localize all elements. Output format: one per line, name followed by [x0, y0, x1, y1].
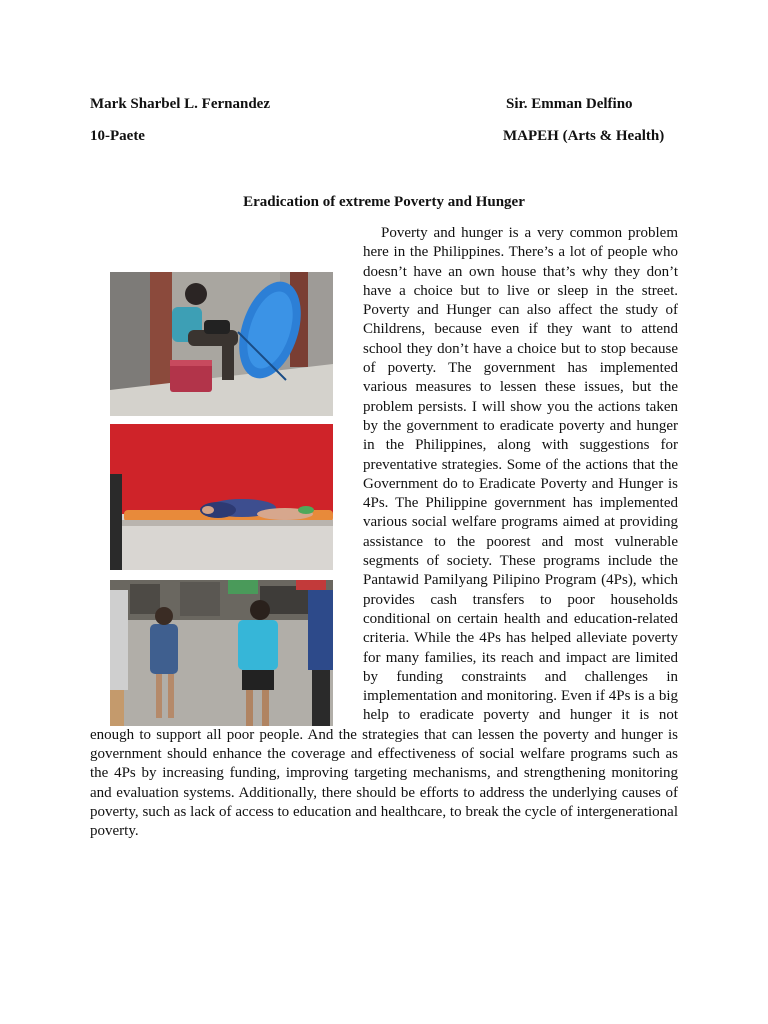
photo-column — [110, 266, 363, 721]
teacher-name: Sir. Emman Delfino — [506, 96, 633, 112]
essay-paragraph: Poverty and hunger is a very common problem here in the Philippines. There’s a lot of people who doesn’t have an own house that’s why they don’t have a choice but to live or sleep in the street. Poverty and Hunger can also affect the study of Childrens, because even if they want to attend school they don’t have a choice but to stop because of poverty. The government has implemented various measures to lessen these issues, but the problem persists. I will show you the actions taken by the government to eradicate poverty and hunger in the Philippines, along with suggestions for preventative strategies. Some of the actions that the Government do to Eradicate Poverty and Hunger is 4Ps. The Philippine government has implemented various social welfare programs aimed at providing assistance to the poorest and most vulnerable segments of society. These programs include the Pantawid Pamilyang Pilipino Program (4Ps), which provides cash transfers to poor households conditional on certain health and education-related criteria. While the 4Ps has helped alleviate poverty for many families, its reach and impact are limited by funding constraints and challenges in implementation and monitoring. Even if 4Ps is a big help to eradicate poverty and hunger it is not enough to support all poor people. And the strategies that can lessen the poverty and hunger is government should enhance the coverage and effectiveness of social welfare programs such as the 4Ps by increasing funding, improving targeting mechanisms, and strengthening monitoring and evaluation systems. Additionally, there should be efforts to address the underlying causes of poverty, such as lack of access to education and healthcare, to break the cycle of intergenerational poverty. — [90, 225, 678, 840]
photo-man-with-umbrella — [110, 272, 333, 416]
photo-children-walking — [110, 580, 333, 726]
subject-name: MAPEH (Arts & Health) — [503, 128, 665, 144]
student-section: 10-Paete — [90, 128, 145, 144]
essay-body — [90, 224, 678, 861]
photo-person-lying-on-bench — [110, 424, 333, 570]
student-name: Mark Sharbel L. Fernandez — [90, 96, 270, 112]
essay-title: Eradication of extreme Poverty and Hunger — [243, 194, 525, 210]
